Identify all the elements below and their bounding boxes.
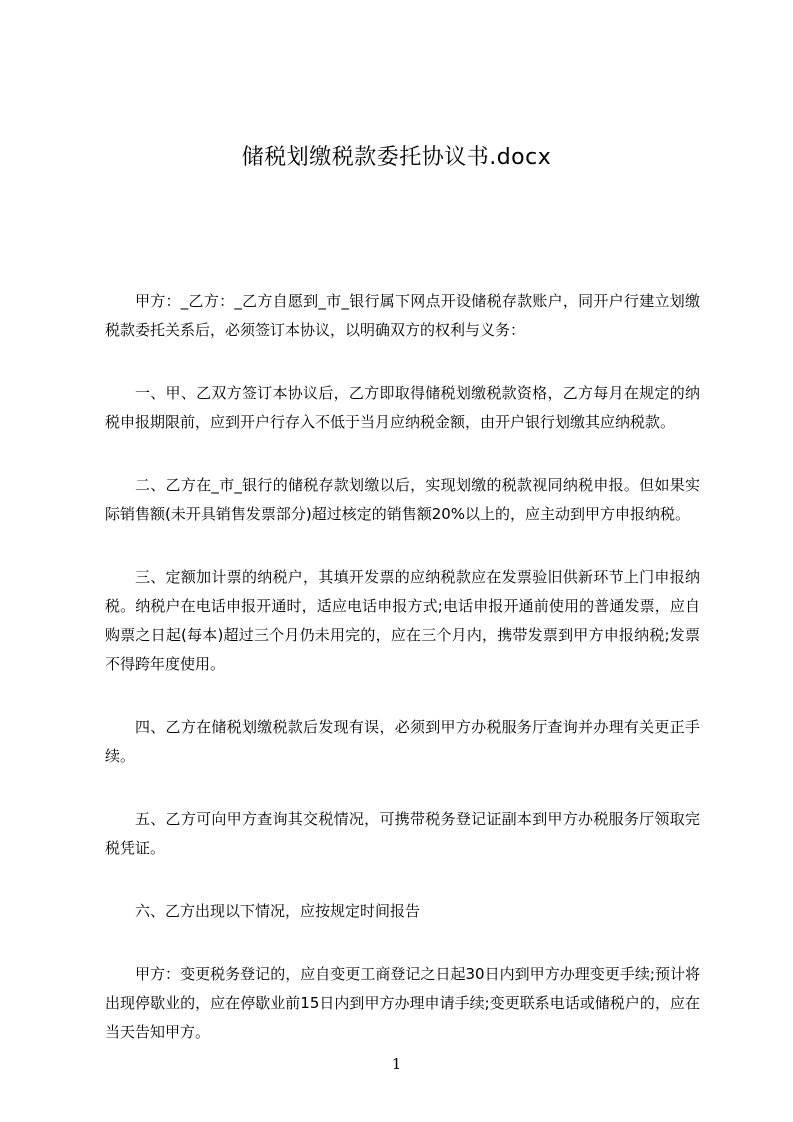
- paragraph-clause-4: 四、乙方在储税划缴税款后发现有误，必须到甲方办税服务厅查询并办理有关更正手续。: [105, 718, 700, 765]
- document-body: [105, 287, 700, 1081]
- document-title: 储税划缴税款委托协议书.docx: [241, 145, 552, 170]
- paragraph-clause-2: 二、乙方在_市_银行的储税存款划缴以后，实现划缴的税款视同纳税申报。但如果实际销售额(未开具销售发票部分)超过核定的销售额20%以上的，应主动到甲方申报纳税。: [105, 476, 700, 523]
- paragraph-clause-1: 一、甲、乙双方签订本协议后，乙方即取得储税划缴税款资格，乙方每月在规定的纳税申报期限前，应到开户行存入不低于当月应纳税金额，由开户银行划缴其应纳税款。: [105, 384, 700, 431]
- paragraph-clause-6-detail: 甲方：变更税务登记的，应自变更工商登记之日起30日内到甲方办理变更手续;预计将出现停歇业的，应在停歇业前15日内到甲方办理申请手续;变更联系电话或储税户的，应在当天告知甲方。: [105, 965, 700, 1041]
- paragraph-intro: 甲方：_乙方：_乙方自愿到_市_银行属下网点开设储税存款账户，同开户行建立划缴税款委托关系后，必须签订本协议，以明确双方的权利与义务：: [105, 292, 700, 339]
- page-number: 1: [391, 1055, 402, 1073]
- paragraph-clause-5: 五、乙方可向甲方查询其交税情况，可携带税务登记证副本到甲方办税服务厅领取完税凭证。: [105, 810, 700, 857]
- paragraph-clause-6: 六、乙方出现以下情况，应按规定时间报告: [135, 902, 421, 920]
- paragraph-clause-3: 三、定额加计票的纳税户，其填开发票的应纳税款应在发票验旧供新环节上门申报纳税。纳税户在电话申报开通时，适应电话申报方式;电话申报开通前使用的普通发票，应自购票之日起(每本)超过三个月仍未用完的，应在三个月内，携带发票到甲方申报纳税;发票不得跨年度使用。: [105, 568, 700, 673]
